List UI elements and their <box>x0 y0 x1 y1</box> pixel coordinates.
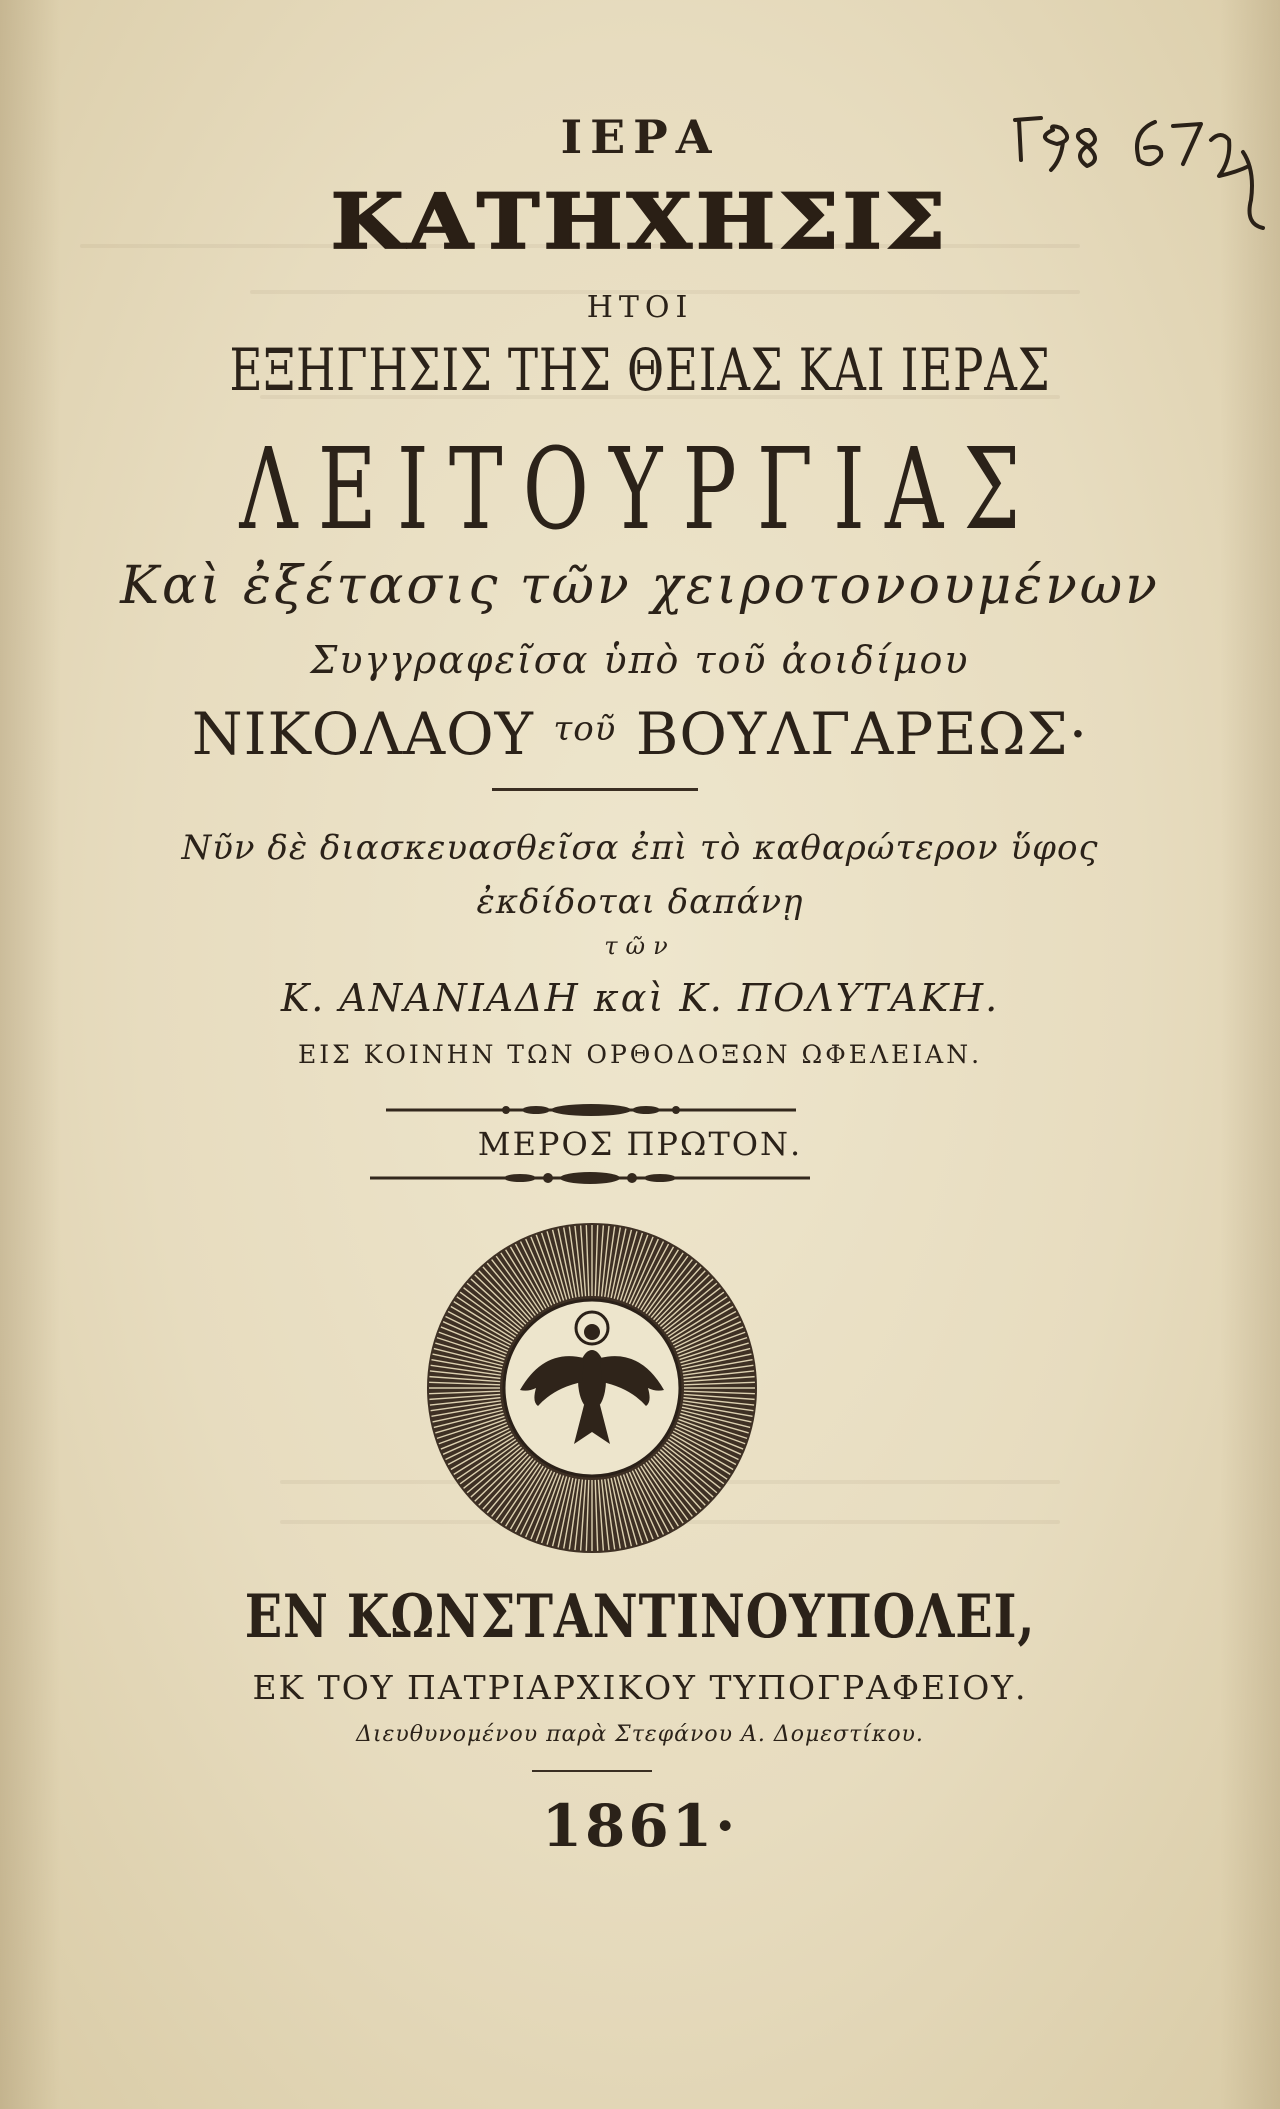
title-line-itoi: ΗΤΟΙ <box>586 290 694 325</box>
holy-spirit-emblem <box>424 1220 760 1556</box>
subtitle-line: Καὶ ἐξέτασις τῶν χειροτονουμένων <box>120 556 1160 616</box>
sponsors-line: Κ. ΑΝΑΝΙΑΔΗ καὶ Κ. ΠΟΛΥΤΑΚΗ. <box>280 976 1000 1020</box>
of-line: τῶν <box>604 932 676 960</box>
revision-note-line: Νῦν δὲ διασκευασθεῖσα ἐπὶ τὸ καθαρώτερον ὕφος <box>181 828 1099 868</box>
title-line-leitourgias: ΛΕΙΤΟΥΡΓΙΑΣ <box>239 425 1041 555</box>
imprint-press: ΕΚ ΤΟΥ ΠΑΤΡΙΑΡΧΙΚΟΥ ΤΥΠΟΓΡΑΦΕΙΟΥ. <box>252 1668 1028 1707</box>
imprint-place: ΕΝ ΚΩΝΣΤΑΝΤΙΝΟΥΠΟΛΕΙ, <box>244 1582 1036 1652</box>
imprint-director: Διευθυνομένου παρὰ Στεφάνου Α. Δομεστίκου. <box>356 1722 924 1747</box>
ornamental-rule-top <box>386 1100 796 1120</box>
ornamental-rule-bottom <box>370 1168 810 1188</box>
authored-by-line: Συγγραφεῖσα ὑπὸ τοῦ ἀοιδίμου <box>310 638 970 682</box>
year-divider <box>532 1770 652 1772</box>
author-first: ΝΙΚΟΛΑΟΥ <box>191 700 534 768</box>
author-last: ΒΟΥΛΓΑΡΕΩΣ· <box>635 700 1089 768</box>
title-line-iera: ΙΕΡΑ <box>560 110 720 164</box>
author-name <box>0 700 1280 768</box>
divider-rule <box>492 788 698 791</box>
dedication-line: ΕΙΣ ΚΟΙΝΗΝ ΤΩΝ ΟΡΘΟΔΟΞΩΝ ΩΦΕΛΕΙΑΝ. <box>297 1040 983 1069</box>
publication-year: 1861· <box>541 1792 739 1860</box>
publication-note-line: ἐκδίδοται δαπάνῃ <box>476 882 804 922</box>
part-label: ΜΕΡΟΣ ΠΡΩΤΟΝ. <box>477 1125 803 1163</box>
title-line-exigisis: ΕΞΗΓΗΣΙΣ ΤΗΣ ΘΕΙΑΣ ΚΑΙ ΙΕΡΑΣ <box>229 336 1051 404</box>
author-article: τοῦ <box>553 709 617 749</box>
title-line-katichisis: ΚΑΤΗΧΗΣΙΣ <box>330 176 950 267</box>
